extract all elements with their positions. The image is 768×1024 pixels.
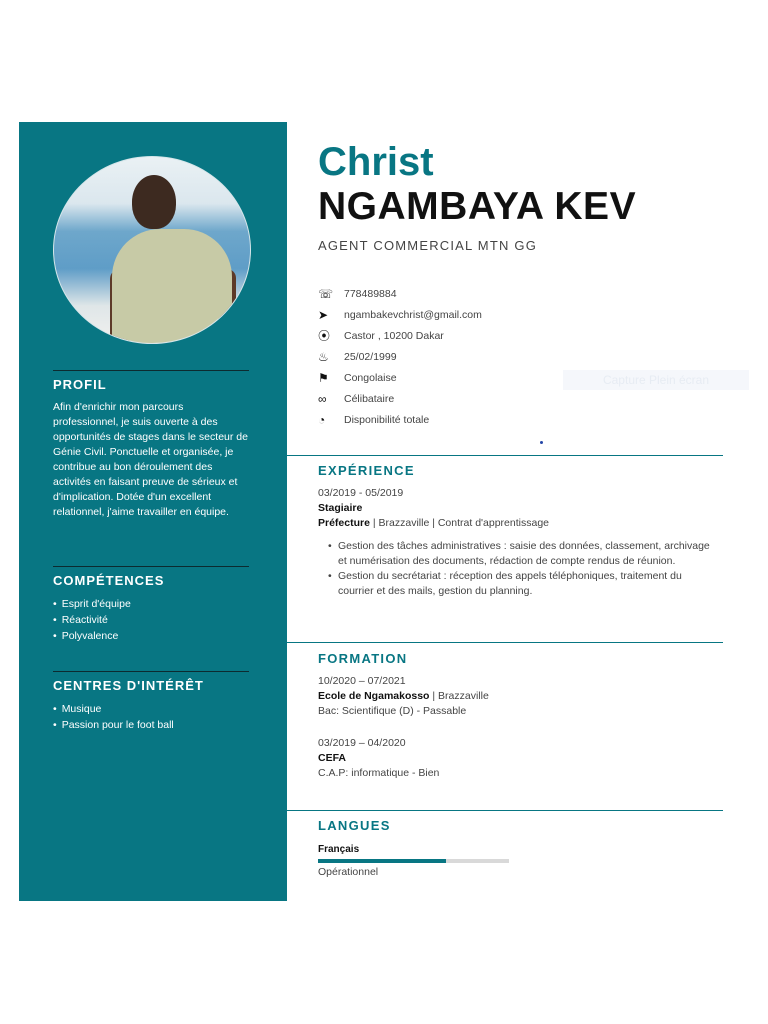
education-school: Ecole de Ngamakosso (318, 690, 430, 702)
profile-section (53, 370, 249, 520)
skill-item: • Esprit d'équipe (53, 596, 249, 612)
clock-icon: ◔ (318, 412, 326, 427)
experience-title: EXPÉRIENCE (318, 463, 415, 478)
experience-org (318, 516, 718, 531)
languages-title: LANGUES (318, 818, 391, 833)
address-text: Castor , 10200 Dakar (344, 329, 444, 342)
interest-item: • Musique (53, 701, 249, 717)
divider (53, 566, 249, 567)
interests-title: CENTRES D'INTÉRÊT (53, 678, 204, 693)
screen-capture-overlay[interactable]: Capture Plein écran (563, 370, 749, 390)
profile-text: Afin d'enrichir mon parcours professionnel, je suis ouverte à des opportunités de stages dans le secteur de Génie Civil. Ponctuelle et organisée, je contribue au bon déroulement des activités en faisant preuve de sérieux et d'implication. Dotée d'un excellent relationnel, j'aime travailler en équipe. (53, 401, 248, 518)
education-entry (318, 674, 718, 719)
language-level: Opérationnel (318, 866, 379, 878)
job-title: AGENT COMMERCIAL MTN GG (318, 238, 538, 253)
first-name: Christ (318, 140, 434, 184)
divider (53, 370, 249, 371)
experience-role: Stagiaire (318, 502, 363, 514)
education-date: 03/2019 – 04/2020 (318, 737, 406, 749)
contact-address (318, 325, 578, 346)
sidebar (19, 122, 287, 901)
interest-item: • Passion pour le foot ball (53, 717, 249, 733)
experience-entry (318, 486, 718, 599)
contact-nationality (318, 367, 578, 388)
contact-list (318, 283, 578, 430)
contact-phone (318, 283, 578, 304)
divider (53, 671, 249, 672)
interests-list (53, 701, 249, 733)
flag-icon: ⚑ (318, 370, 329, 385)
experience-date: 03/2019 - 05/2019 (318, 487, 404, 499)
education-school-line (318, 689, 718, 704)
education-entry (318, 736, 718, 781)
education-school: CEFA (318, 752, 347, 764)
education-school-line (318, 751, 718, 766)
contact-marital-status (318, 388, 578, 409)
experience-org-name: Préfecture (318, 517, 370, 529)
profile-photo (53, 156, 251, 344)
skill-item: • Réactivité (53, 612, 249, 628)
experience-bullet: • Gestion du secrétariat : réception des appels téléphoniques, traitement du courrier et des mails, gestion du planning. (328, 569, 718, 599)
location-icon: ⦿ (318, 329, 331, 343)
divider (287, 810, 723, 811)
skills-section (53, 566, 249, 644)
availability-text: Disponibilité totale (344, 413, 430, 426)
language-level-bar (318, 859, 509, 863)
interests-section (53, 671, 249, 733)
education-detail: Bac: Scientifique (D) - Passable (318, 705, 467, 717)
header (318, 140, 738, 253)
divider (287, 455, 723, 456)
experience-bullet: • Gestion des tâches administratives : saisie des données, classement, archivage et numérisation des documents, rédaction de compte rendus de réunion. (328, 539, 718, 569)
education-place: | Brazzaville (429, 690, 489, 702)
education-detail: C.A.P: informatique - Bien (318, 767, 440, 779)
email-text[interactable]: ngambakevchrist@gmail.com (344, 308, 482, 321)
cake-icon: ♨ (318, 349, 329, 364)
divider (287, 642, 723, 643)
marital-status-text: Célibataire (344, 392, 395, 405)
experience-bullets (318, 539, 718, 599)
education-date: 10/2020 – 07/2021 (318, 675, 406, 687)
photo-person-shirt (112, 229, 232, 344)
phone-text: 778489884 (344, 287, 397, 300)
last-name: NGAMBAYA KEV (318, 185, 637, 228)
language-name: Français (318, 844, 360, 855)
phone-icon: ☏ (318, 286, 334, 301)
contact-birthdate (318, 346, 578, 367)
contact-availability (318, 409, 578, 430)
rings-icon: ∞ (318, 391, 327, 406)
skills-title: COMPÉTENCES (53, 573, 165, 588)
cursor-dot (540, 441, 543, 444)
skills-list (53, 596, 249, 644)
birthdate-text: 25/02/1999 (344, 350, 397, 363)
language-level-fill (318, 859, 446, 863)
contact-email[interactable] (318, 304, 578, 325)
skill-item: • Polyvalence (53, 628, 249, 644)
send-icon: ➤ (318, 307, 329, 322)
experience-org-details: | Brazzaville | Contrat d'apprentissage (369, 517, 550, 529)
photo-person-head (132, 175, 176, 229)
nationality-text: Congolaise (344, 371, 397, 384)
profile-title: PROFIL (53, 377, 107, 392)
education-title: FORMATION (318, 651, 408, 666)
